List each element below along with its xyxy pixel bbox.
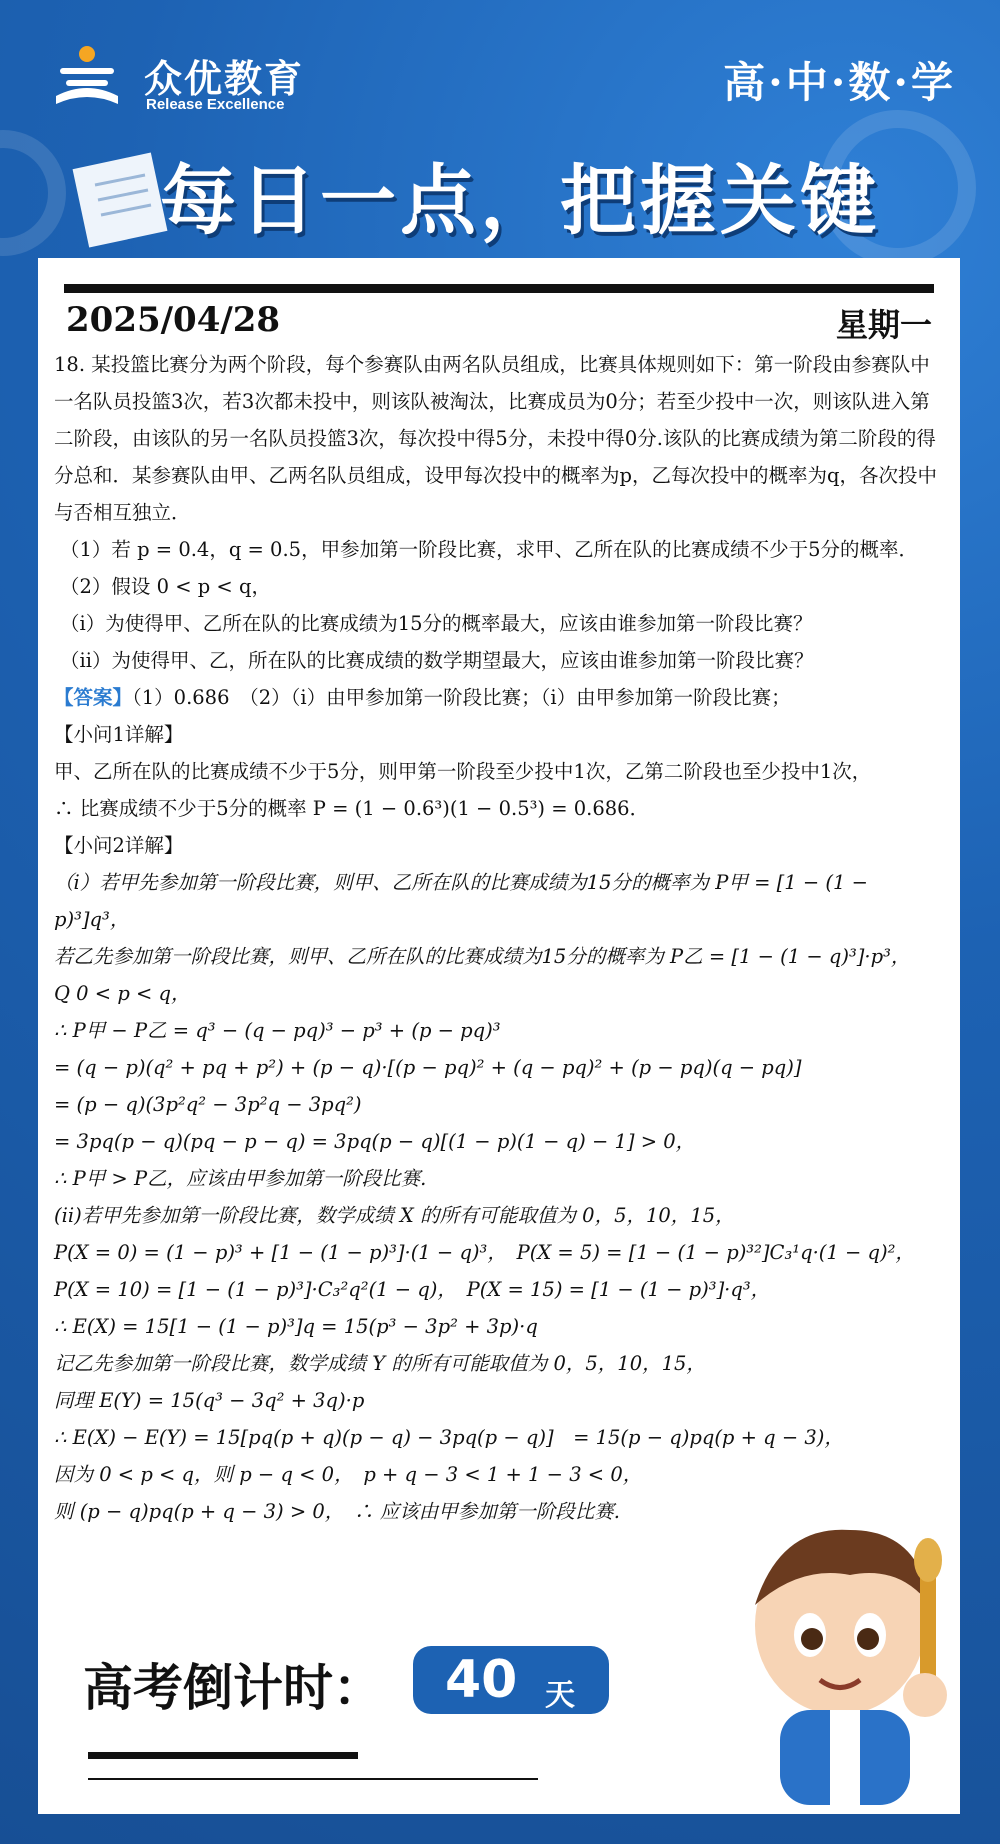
question-2-ii: （ii）为使得甲、乙，所在队的比赛成绩的数学期望最大，应该由谁参加第一阶段比赛？: [60, 649, 814, 672]
top-divider: [64, 284, 934, 293]
bottom-rule-thin: [88, 1778, 538, 1780]
problem-stem: 18. 某投篮比赛分为两个阶段，每个参赛队由两名队员组成，比赛具体规则如下：第一阶段由参赛队中一名队员投篮3次，若3次都未投中，则该队被淘汰，比赛成员为0分；若至少投中一次，则该队进入第二阶段，由该队的另一名队员投篮3次，每次投中得5分，未投中得0分.该队的比赛成绩为第二阶段的得分总和．某参赛队由甲、乙两名队员组成，设甲每次投中的概率为p，乙每次投中的概率为q，各次投中与否相互独立．: [54, 353, 937, 524]
answer-line: [54, 679, 946, 716]
mascot-illustration-icon: [720, 1505, 980, 1835]
solution-line: = (q − p)(q² + pq + p²) + (p − q)·[(p − pq)² + (q − pq)² + (p − pq)(q − pq)]: [54, 1056, 802, 1079]
problem-content: [54, 346, 946, 1530]
solution-line: ∴ P甲 − P乙 = q³ − (q − pq)³ − p³ + (p − pq)³: [54, 1019, 501, 1042]
solution-line: 则 (p − q)pq(p + q − 3) > 0， ∴ 应该由甲参加第一阶段比赛.: [54, 1500, 620, 1523]
question-1: （1）若 p = 0.4，q = 0.5，甲参加第一阶段比赛，求甲、乙所在队的比赛成绩不少于5分的概率．: [60, 538, 918, 561]
brand-name: 众优教育: [144, 57, 305, 101]
solution-line: 同理 E(Y) = 15(q³ − 3q² + 3q)·p: [54, 1389, 365, 1412]
solution-heading-1: 【小问1详解】: [54, 723, 184, 746]
countdown-days: 40: [445, 1650, 518, 1710]
answer-tag: 【答案】: [54, 686, 133, 709]
solution-line: ∴ P甲 > P乙，应该由甲参加第一阶段比赛.: [54, 1167, 427, 1190]
question-2: （2）假设 0 < p < q，: [60, 575, 271, 598]
solution-line: 记乙先参加第一阶段比赛，数学成绩 Y 的所有可能取值为 0，5，10，15，: [54, 1352, 706, 1375]
answer-text: （1）0.686 （2）（i）由甲参加第一阶段比赛；（i）由甲参加第一阶段比赛；: [132, 686, 791, 709]
solution-line: ∴ E(X) − E(Y) = 15[pq(p + q)(p − q) − 3pq(p − q)] = 15(p − q)pq(p + q − 3)，: [54, 1426, 844, 1449]
solution-line: （i）若甲先参加第一阶段比赛，则甲、乙所在队的比赛成绩为15分的概率为 P甲 = [1 − (1 − p)³]q³，: [54, 871, 868, 931]
banner-slogan: 每日一点，把握关键: [160, 156, 880, 245]
countdown-unit: 天: [545, 1678, 575, 1713]
subject-title: 高·中·数·学: [723, 58, 956, 107]
exam-countdown: [83, 1638, 643, 1738]
solution-line: 若乙先参加第一阶段比赛，则甲、乙所在队的比赛成绩为15分的概率为 P乙 = [1 − (1 − q)³]·p³，: [54, 945, 911, 968]
solution-1-line: ∴ 比赛成绩不少于5分的概率 P = (1 − 0.6³)(1 − 0.5³) = 0.686．: [54, 797, 650, 820]
solution-line: = 3pq(p − q)(pq − p − q) = 3pq(p − q)[(1 − p)(1 − q) − 1] > 0，: [54, 1130, 696, 1153]
logo-mark-icon: [52, 44, 122, 116]
solution-line: P(X = 10) = [1 − (1 − p)³]·C₃²q²(1 − q)， P(X = 15) = [1 − (1 − p)³]·q³，: [54, 1278, 771, 1301]
date: 2025/04/28: [66, 300, 281, 340]
solution-line: (ii)若甲先参加第一阶段比赛，数学成绩 X 的所有可能取值为 0，5，10，15，: [54, 1204, 735, 1227]
bottom-rule-thick: [88, 1752, 358, 1759]
brand-logo: [52, 44, 352, 116]
weekday: 星期一: [835, 306, 932, 344]
solution-1-line: 甲、乙所在队的比赛成绩不少于5分，则甲第一阶段至少投中1次，乙第二阶段也至少投中1次，: [54, 760, 872, 783]
solution-line: = (p − q)(3p²q² − 3p²q − 3pq²): [54, 1093, 362, 1116]
brand-tagline: Release Excellence: [146, 96, 285, 113]
question-2-i: （i）为使得甲、乙所在队的比赛成绩为15分的概率最大，应该由谁参加第一阶段比赛？: [60, 612, 813, 635]
solution-line: ∴ E(X) = 15[1 − (1 − p)³]q = 15(p³ − 3p² + 3p)·q: [54, 1315, 538, 1338]
solution-line: P(X = 0) = (1 − p)³ + [1 − (1 − p)³]·(1 − q)³， P(X = 5) = [1 − (1 − p)³²]C₃¹q·(1 − q)²，: [54, 1241, 915, 1264]
solution-line: 因为 0 < p < q，则 p − q < 0， p + q − 3 < 1 + 1 − 3 < 0，: [54, 1463, 643, 1486]
countdown-label: 高考倒计时：: [83, 1659, 383, 1717]
solution-line: Q 0 < p < q，: [54, 982, 191, 1005]
solution-heading-2: 【小问2详解】: [54, 834, 184, 857]
